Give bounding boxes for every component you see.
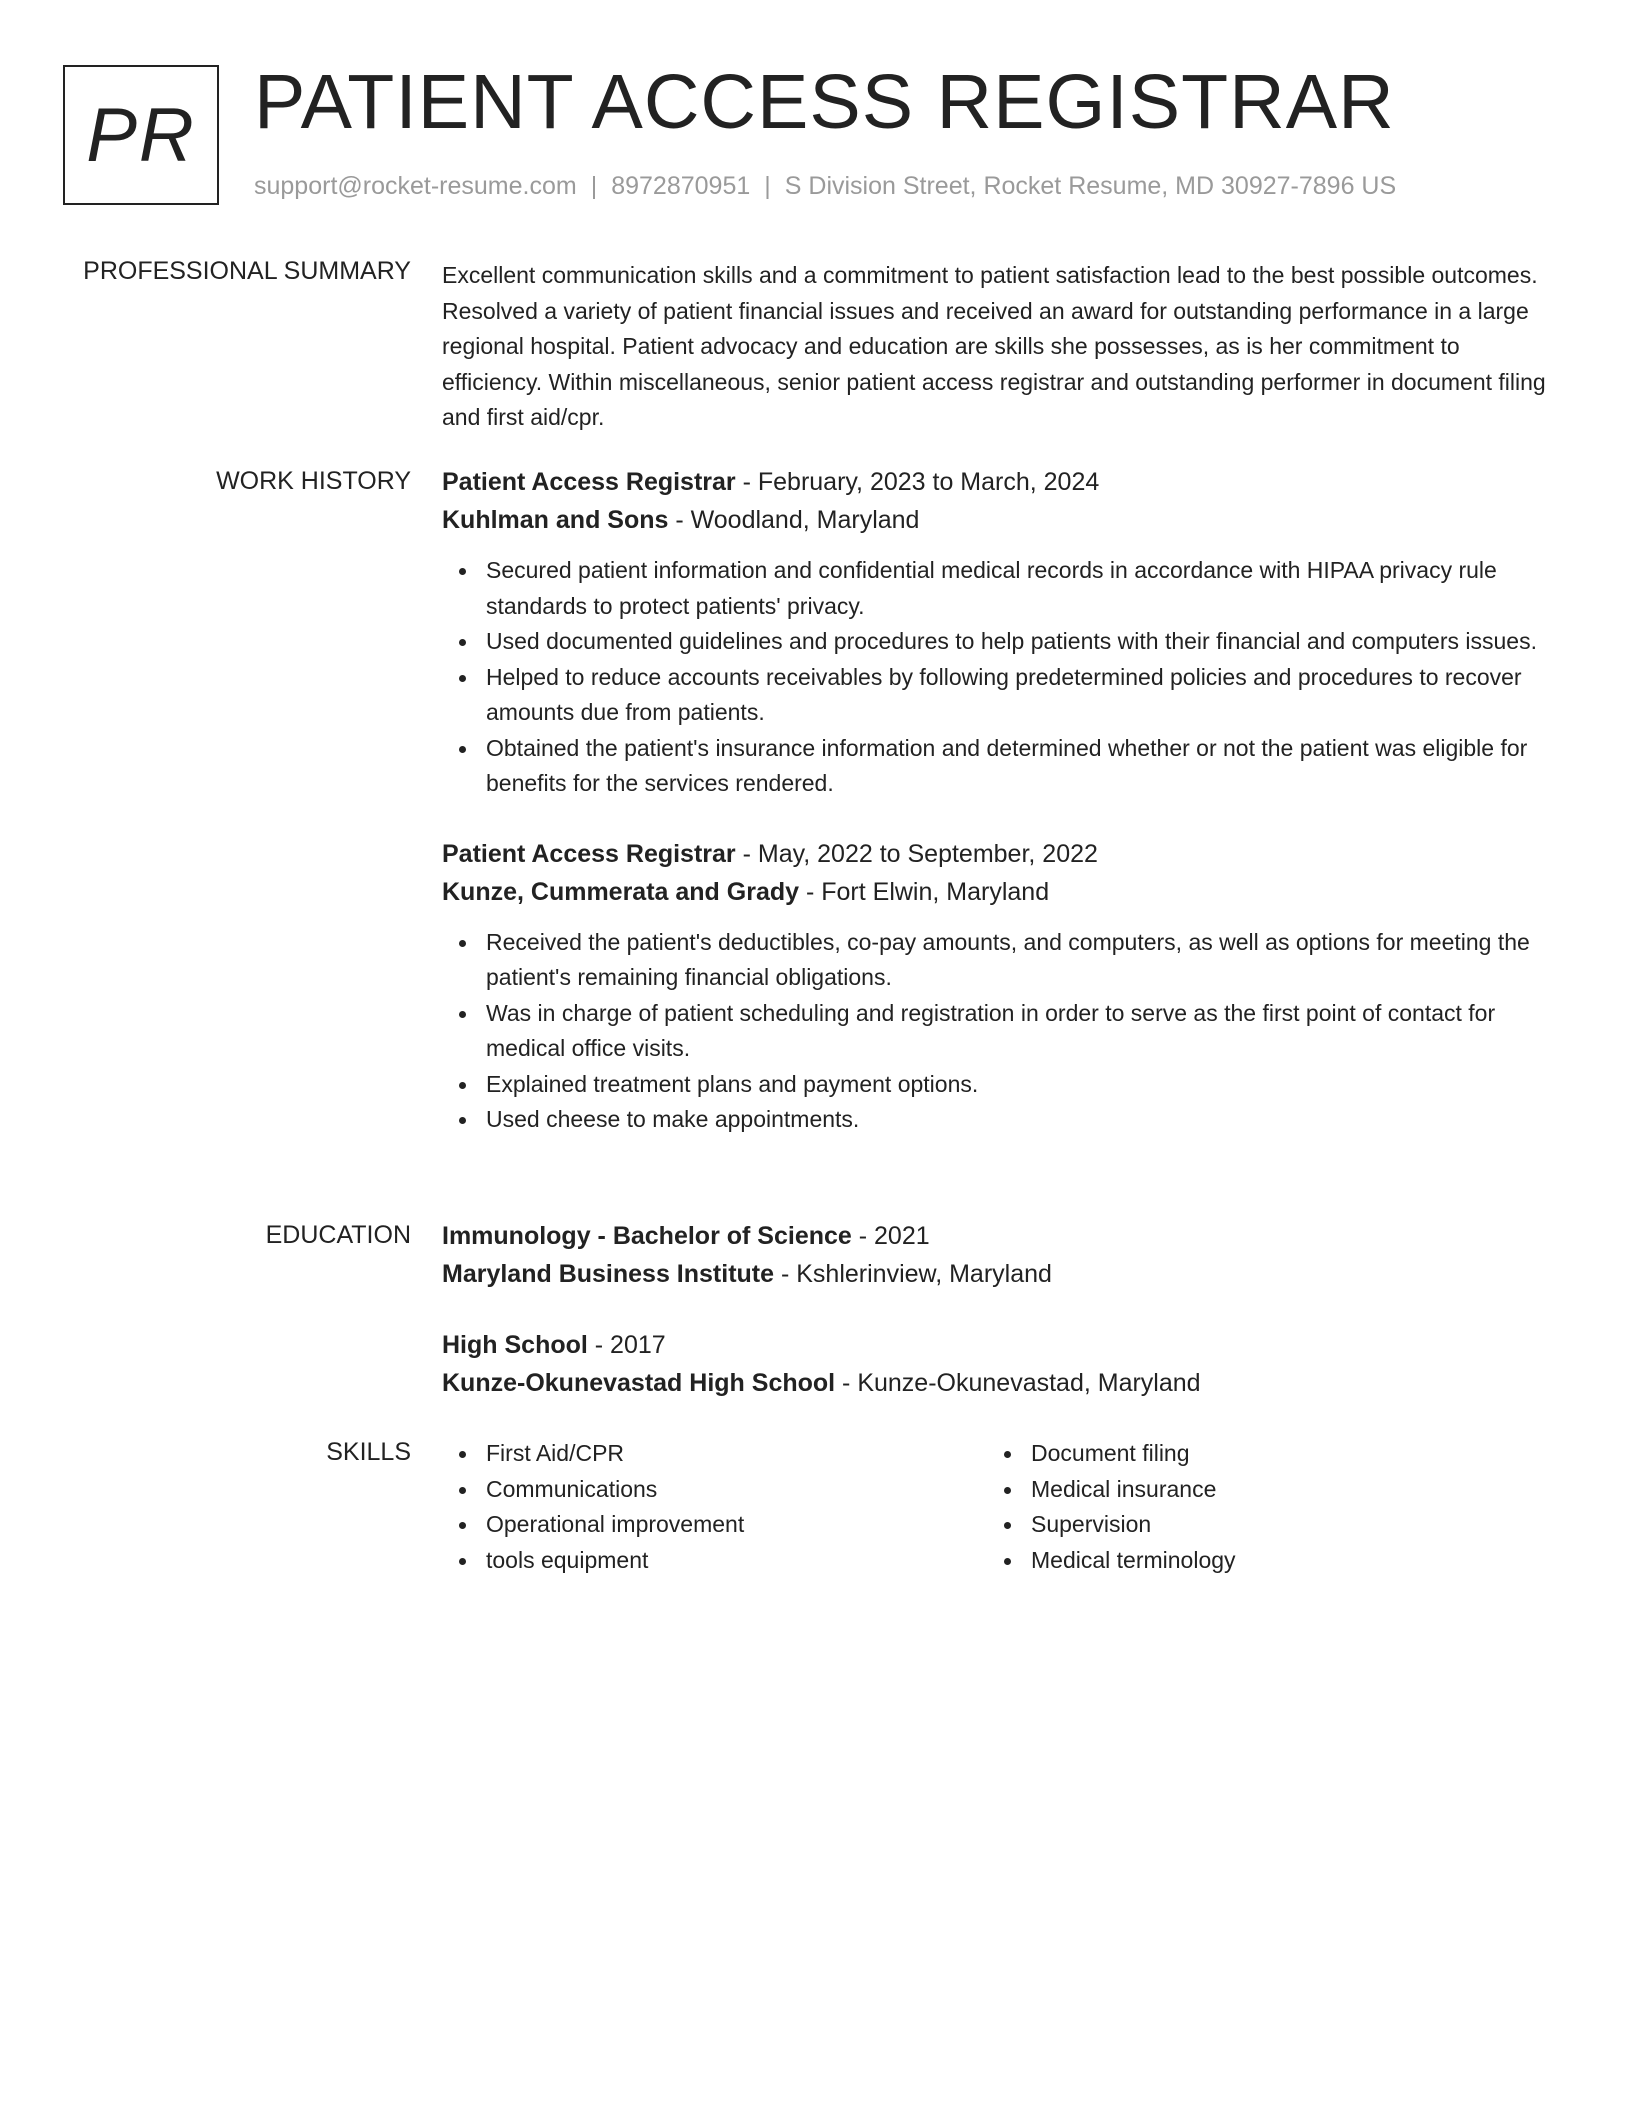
summary-heading: PROFESSIONAL SUMMARY [83, 257, 411, 285]
job-company-line [442, 873, 1552, 911]
skill-item: Supervision [987, 1507, 1527, 1543]
school-line [442, 1364, 1552, 1402]
degree-line [442, 1217, 1552, 1255]
skill-item: First Aid/CPR [442, 1436, 982, 1472]
monogram-initials: PR [86, 92, 196, 178]
education-heading: EDUCATION [265, 1221, 411, 1249]
education-entry [442, 1217, 1552, 1293]
skill-item: Operational improvement [442, 1507, 982, 1543]
job-title-line [442, 463, 1552, 501]
skills-column-left [442, 1436, 982, 1578]
degree-line [442, 1326, 1552, 1364]
contact-email[interactable]: support@rocket-resume.com [254, 172, 577, 200]
school-location: - Kshlerinview, Maryland [774, 1260, 1052, 1288]
contact-address: S Division Street, Rocket Resume, MD 30927-7896 US [784, 172, 1397, 200]
job-title-line [442, 835, 1552, 873]
job-entry [442, 463, 1552, 802]
skill-item: Medical insurance [987, 1472, 1527, 1508]
skill-item: Communications [442, 1472, 982, 1508]
degree: Immunology - Bachelor of Science [442, 1222, 852, 1250]
school: Kunze-Okunevastad High School [442, 1369, 836, 1397]
school-location: - Kunze-Okunevastad, Maryland [835, 1369, 1201, 1397]
list-item: Was in charge of patient scheduling and registration in order to serve as the first point of contact for medical office visits. [442, 996, 1552, 1067]
contact-separator: | [590, 172, 598, 200]
list-item: Secured patient information and confidential medical records in accordance with HIPAA privacy rule standards to protect patients' privacy. [442, 553, 1552, 624]
school: Maryland Business Institute [442, 1260, 775, 1288]
contact-phone[interactable]: 8972870951 [611, 172, 751, 200]
list-item: Obtained the patient's insurance information and determined whether or not the patient was eligible for benefits for the services rendered. [442, 731, 1552, 802]
list-item: Used cheese to make appointments. [442, 1102, 1552, 1138]
skills-list [442, 1436, 982, 1578]
skills-heading: SKILLS [326, 1438, 411, 1466]
school-line [442, 1255, 1552, 1293]
skill-item: Document filing [987, 1436, 1527, 1472]
education-entry [442, 1326, 1552, 1402]
degree-year: - 2021 [851, 1222, 930, 1250]
list-item: Explained treatment plans and payment options. [442, 1067, 1552, 1103]
skill-item: tools equipment [442, 1543, 982, 1579]
page-title: PATIENT ACCESS REGISTRAR [254, 59, 1395, 145]
degree: High School [442, 1331, 588, 1359]
contact-separator: | [764, 172, 771, 200]
job-bullets [442, 925, 1552, 1138]
job-title: Patient Access Registrar [442, 839, 736, 868]
job-company: Kuhlman and Sons [442, 506, 669, 534]
skills-list [987, 1436, 1527, 1578]
job-title: Patient Access Registrar [442, 468, 736, 496]
job-location: - Woodland, Maryland [668, 506, 920, 534]
skill-item: Medical terminology [987, 1543, 1527, 1579]
work-history-heading: WORK HISTORY [216, 467, 411, 495]
summary-text: Excellent communication skills and a commitment to patient satisfaction lead to the best possible outcomes. Resolved a variety of patient financial issues and received an award for outstanding performance in a large regional hospital. Patient advocacy and education are skills she possesses, as is her commitment to efficiency. Within miscellaneous, senior patient access registrar and outstanding performer in document filing and first aid/cpr. [442, 262, 1546, 430]
job-dates: - May, 2022 to September, 2022 [735, 839, 1098, 868]
list-item: Received the patient's deductibles, co-pay amounts, and computers, as well as options for meeting the patient's remaining financial obligations. [442, 925, 1552, 996]
job-bullets [442, 553, 1552, 802]
job-dates: - February, 2023 to March, 2024 [735, 468, 1100, 496]
job-entry [442, 835, 1552, 1138]
contact-line [254, 172, 1396, 201]
job-company-line [442, 501, 1552, 539]
skills-column-right [987, 1436, 1527, 1578]
list-item: Used documented guidelines and procedures to help patients with their financial and computers issues. [442, 624, 1552, 660]
list-item: Helped to reduce accounts receivables by following predetermined policies and procedures to recover amounts due from patients. [442, 660, 1552, 731]
job-company: Kunze, Cummerata and Grady [442, 877, 800, 906]
monogram-box [63, 65, 219, 205]
job-location: - Fort Elwin, Maryland [799, 877, 1050, 906]
degree-year: - 2017 [587, 1331, 666, 1359]
